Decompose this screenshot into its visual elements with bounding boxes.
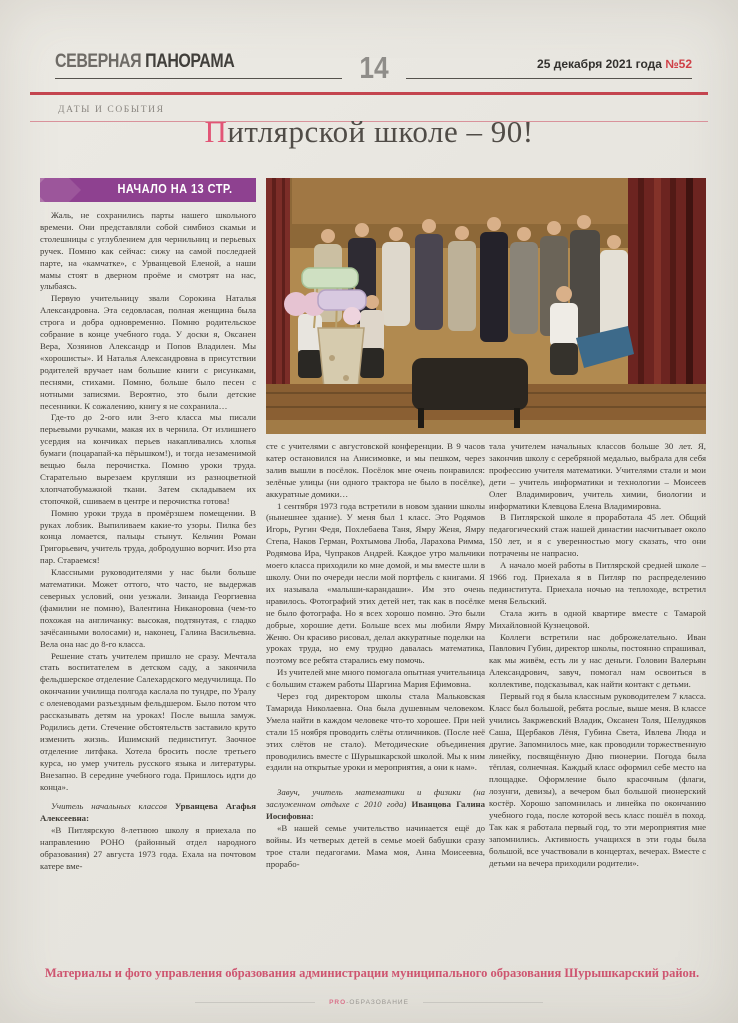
article-paragraph: Из учителей мне много помогала опытная учительница с большим стажем работы Шаргина Мария Ефимовна. bbox=[266, 667, 485, 690]
article-paragraph: Первую учительницу звали Сорокина Наталья Александровна. Эта седовласая, полная женщина была строга и добра одновременно. Помню родительское собрание в конце учебного года. У доски я, Оксанен Вера, Хозяинов Александр и Попов Владилен. Мы «хорошисты». И Наталья Александровна в присутствии родителей вручает нам большие книги с рисунками, песнями, стихами. Помню, больше было песен с нотными записями. Вероятно, это были детские песенники. К сожалению, книгу я не сохранила… bbox=[40, 293, 256, 411]
footer-credit: Материалы и фото управления образования администрации муниципального образования Шурышкарский район. bbox=[44, 966, 700, 980]
headline-text: итлярской школе – 90! bbox=[227, 114, 534, 149]
article-photo bbox=[266, 178, 706, 434]
article-paragraph: Помню уроки труда в промёрзшем помещении. В руках лобзик. Выпиливаем какие-то узоры. Пилка без конца ломается, пальцы стынут. Кельчин Роман Григорьевич, учитель труда, добродушно ворчит. Изо рта пар. Стараемся! bbox=[40, 507, 256, 566]
byline-name: Урванцева Агафья Алексеевна: bbox=[40, 801, 256, 824]
article-column-2 bbox=[266, 441, 485, 965]
article-paragraph: Через год директором школы стала Мальковская Тамарида Николаевна. Она была душевным человеком. Умела найти в каждом человеке что-то хорошее. При ней стали 15 ноября проводить слёты отличников. (После неё этих слётов не стало). Методические объединения проводились вместе с Шурышкарской школой. Мы к ним ездили на открытые уроки и мероприятия, а они к нам». bbox=[266, 691, 485, 773]
byline bbox=[40, 801, 256, 825]
article-paragraph: Жаль, не сохранились парты нашего школьного времени. Они представляли собой симбиоз скамьи и столешницы с углублением для чернильниц и перьевых ручек. Помню как сейчас: сижу на самой последней парте, на «камчатке», с Урванцевой Еленой, а наши мамы стоят в дверном проёме и смотрят на нас, улыбаясь. bbox=[40, 210, 256, 292]
article-paragraph: тала учителем начальных классов больше 30 лет. Я, закончив школу с серебряной медалью, выбрала для себя профессию учителя математики. Учителями стали и мои дети – учитель информатики и технологии – Моисеев Олег Владимирович, учитель химии, биологии и информатики Клевцова Елена Владимировна. bbox=[489, 441, 706, 511]
article-headline bbox=[0, 114, 738, 150]
section-label: ДАТЫ И СОБЫТИЯ bbox=[58, 105, 165, 115]
issue-date: 25 декабря 2021 года bbox=[537, 57, 662, 71]
article-paragraph: Стала жить в одной квартире вместе с Тамарой Михайловной Кузнецовой. bbox=[489, 607, 706, 630]
article-paragraph: Решение стать учителем пришло не сразу. Мечтала стать воспитателем в детском саду, а закончила фельдшерское отделение Салехардского медучилища. По окончании училища полгода каслала по тундре, по Уралу с оленеводами разъездным фельдшером. Было потом что рассказывать детям на уроках! После вышла замуж. Родились дети. Стечение обстоятельств заставило круто изменить жизнь. Ишимский пединститут. Заочное отделение литфака. Хотела бросить после третьего курса, но умер учитель русского языка и литературы. Внезапно. В середине учебного года. Пришлось идти до конца». bbox=[40, 650, 256, 792]
continuation-label: НАЧАЛО НА 13 СТР. bbox=[117, 182, 233, 197]
article-paragraph: «В Питлярскую 8-летнюю школу я приехала по направлению РОНО (районный отдел народного образования) 27 августа 1973 года. Ехала на почтовом катере вме- bbox=[40, 825, 256, 871]
chevron-left-icon bbox=[40, 178, 81, 202]
publication-brand-rest: -ОБРАЗОВАНИЕ bbox=[346, 999, 409, 1006]
divider-line bbox=[195, 1002, 315, 1003]
article-paragraph: Где-то до 2-ого или 3-его класса мы писали перьевыми ручками, макая их в чернила. От излишнего усердия на кончиках перьев накапливались хлопья бумаги (поцарапай-ка пёрышком!), и тогда незаменимой вещью была перочистка. Помню уроки труда. Старательно вырезаем кругляши из разноцветной хлопчатобумажной ткани. Затем складываем их стопочкой, сшиваем в центре и перочистка готова! bbox=[40, 412, 256, 506]
stage-curtain-left bbox=[266, 178, 290, 390]
article-paragraph: Коллеги встретили нас доброжелательно. Иван Павлович Губин, директор школы, постоянно спрашивал, как мы живём, есть ли у нас деньги. Головин Валерьян Александрович, завуч, помогал нам освоиться в коллективе, подсказывал, как найти контакт с детьми. bbox=[489, 631, 706, 690]
publication-brand bbox=[329, 999, 409, 1006]
stage-photo-illustration bbox=[266, 178, 706, 434]
publication-brand-accent: PRO bbox=[329, 999, 347, 1006]
brand-name-second: ПАНОРАМА bbox=[145, 51, 235, 72]
byline-name: Иванцова Галина Иосифовна: bbox=[266, 799, 485, 822]
article-paragraph: Первый год я была классным руководителем 7 класса. Класс был большой, ребята рослые, выше меня. В классе учились Закржевский Владик, Оксанен Толя, Шелудяков Саша, Щербаков Лёня, Губина Света, Ивлева Люда и другие. Запомнилось мне, как проводили торжественную линейку, посвящённую Дню пионерии. Погода была тёплая, солнечная. Каждый класс оформил себе место на площадке. Оформление было красочным (флаги, лозунги, девизы), а вечером был большой пионерский костёр. Хорошо запомнилась и линейка по окончанию учебного года, после которой весь класс пошёл в поход. Так как я работала первый год, то эти мероприятия мне запомнились. Активность учащихся в эти годы была большой, все участвовали в концертах, вечерах. Вместе с детьми на вечера приходили родители». bbox=[489, 691, 706, 868]
article-paragraph: сте с учителями с августовской конференции. В 9 часов катер остановился на Анисимовке, и мы пешком, через залив вышли в посёлок. Посёлок мне очень понравился: зелёные улицы (ни одного трактора не было в посёлке), аккуратные домики… bbox=[266, 441, 485, 499]
brand-name-first: СЕВЕРНАЯ bbox=[55, 51, 142, 72]
article-paragraph: А начало моей работы в Питлярской средней школе – 1966 год. Приехала я в Питляр по распределению пединститута. Приехала ночью на теплоходе, встретил меня Бельский. bbox=[489, 560, 706, 606]
headline-initial: П bbox=[204, 114, 228, 149]
byline-role: Учитель начальных классов bbox=[51, 801, 175, 812]
stage-curtain-right bbox=[628, 178, 706, 416]
article-column-1 bbox=[40, 178, 256, 952]
divider-line bbox=[423, 1002, 543, 1003]
masthead-brand bbox=[55, 51, 342, 79]
byline-role: Завуч, учитель математики и физики (на заслуженном отдыхе с 2010 года) bbox=[266, 787, 485, 810]
issue-number: №52 bbox=[665, 57, 692, 71]
byline bbox=[266, 787, 485, 823]
article-paragraph: «В нашей семье учительство начинается ещё до войны. Из четверых детей в семье моей бабушки сразу трое стали педагогами. Мама моя, Анна Моисеевна, прорабо- bbox=[266, 823, 485, 869]
masthead-date bbox=[406, 57, 693, 79]
masthead bbox=[55, 50, 692, 85]
publication-brand-line bbox=[0, 999, 738, 1006]
article-paragraph: Классными руководителями у нас были больше математики. Может оттого, что часто, не выдержав северных условий, они уезжали. Зинаида Георгиевна (фамилии не помню), Валентина Никаноровна (чем-то похожая на англичанку: высокая, подтянутая, с гладко зачёсанными волосами) и, наконец, Галина Васильевна. Вела она нас до 8-го класса. bbox=[40, 567, 256, 649]
page-number: 14 bbox=[358, 50, 389, 85]
continuation-banner bbox=[40, 178, 256, 202]
article-paragraph: 1 сентября 1973 года встретили в новом здании школы (нынешнее здание). У меня был 1 класс. Это Родямов Игорь, Ругин Федя, Похлебаева Таня, Ямру Женя, Ямру Степа, Наков Герман, Рохтымова Люба, Ларахова Римма, Родямова Ира, Чупраков Андрей. Каждое утро мальчики моего класса приходили ко мне домой, и мы вместе шли в школу. Они по очереди несли мой портфель с книгами. Я их называла «малыши-карандаши». Им это очень нравилось. Фотографий этих детей нет, так как в посёлке не было фотографа. Но я всех хорошо помню. Это были добрые, хорошие дети. Больше всех мы любили Ямру Женю. Он красиво рисовал, делал аккуратные поделки на уроках труда, но ему трудно давалась математика, поэтому все ребята старались ему помочь. bbox=[266, 500, 485, 666]
article-column-3 bbox=[489, 441, 706, 961]
article-paragraph: В Питлярской школе я проработала 45 лет. Общий педагогический стаж нашей династии насчитывает около 150 лет, и я с уверенностью могу сказать, что они потрачены не напрасно. bbox=[489, 512, 706, 559]
